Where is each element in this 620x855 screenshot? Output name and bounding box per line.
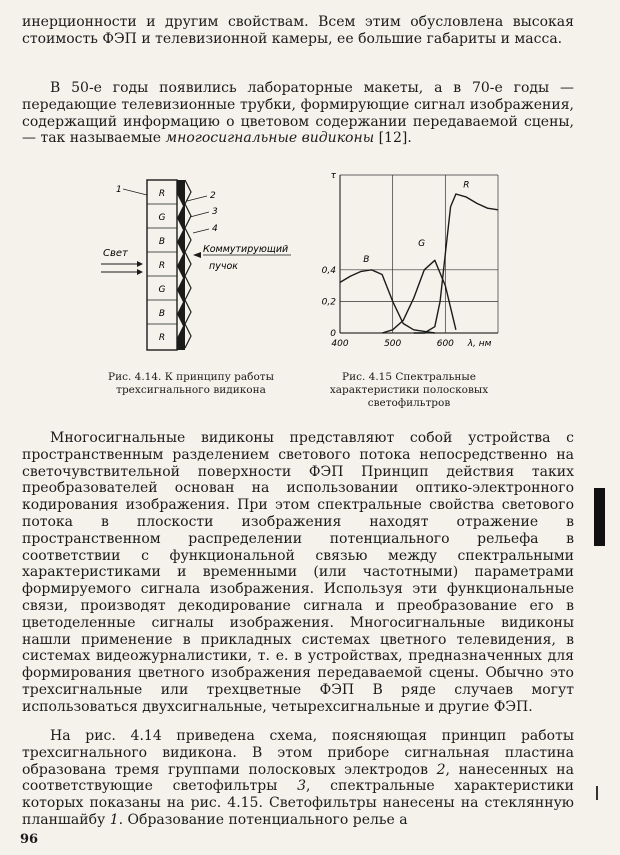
series-g-curve [382, 260, 456, 333]
figure-4-14-diagram [95, 175, 310, 360]
light-arrowhead [137, 261, 143, 267]
light-label: Свет [103, 248, 128, 259]
paragraph-1: инерционности и другим свойствам. Всем этим обусловлена высокая стоимость ФЭП и телевизионной камеры, ее большие габариты и масса. [22, 14, 574, 47]
paragraph-4 [22, 728, 574, 829]
x-tick-label: 600 [436, 339, 454, 349]
y-tick-label: 0,2 [321, 297, 336, 308]
paragraph-4-text-b: , нанесенных на соответствующие светофильтры [22, 761, 574, 795]
paragraph-4-text-c: , спектральные характеристики которых показаны на рис. 4.15. Светофильтры нанесены на стеклянную планшайбу [22, 778, 574, 828]
page-number: 96 [20, 832, 39, 847]
paragraph-4-text-d: . Образование потенциального релье а [118, 811, 408, 828]
series-b-label: B [363, 254, 370, 265]
electrode-zigzag [185, 180, 191, 348]
callout-line-2 [187, 196, 207, 201]
light-arrowhead [137, 269, 143, 275]
paragraph-2-ref: [12]. [374, 130, 412, 147]
series-r-label: R [463, 180, 470, 191]
paragraph-4-ref-2: 2 [436, 761, 446, 778]
callout-line-4 [193, 229, 209, 233]
filter-letter-r: R [158, 189, 166, 199]
paragraph-3: Многосигнальные видиконы представляют собой устройства с пространственным разделением светового потока непосредственно на светочувствительной поверхности ФЭП Принцип действия таких преобразователей основан на использовании оптико-электронного кодирования изображения. При этом спектральные свойства светового потока в плоскости изображения находят отражение в пространственном распределении потенциального рельефа в соответствии с функциональной связью между спектральными характеристиками и временными (или частотными) параметрами формируемого сигнала изображения. Используя эти функциональные связи, производят декодирование сигнала и преобразование его в цветоделенные сигналы изображения. Многосигнальные видиконы нашли применение в прикладных системах цветного телевидения, в системах видеожурналистики, т. е. в устройствах, предназначенных для формирования цветного изображения передаваемой сцены. Обычно это трехсигнальные или трехцветные ФЭП В ряде случаев могут использоваться двухсигнальные, четырехсигнальные и другие ФЭП. [22, 430, 574, 715]
y-tick-label: 0 [330, 329, 336, 339]
paragraph-4-ref-1: 1 [109, 811, 119, 828]
paragraph-2-term: многосигнальные видиконы [165, 130, 375, 147]
figure-4-15-caption: Рис. 4.15 Спектральные характеристики полосковых светофильтров [329, 371, 489, 409]
paragraph-4-text-a: На рис. 4.14 приведена схема, поясняющая принцип работы трехсигнального видикона. В этом приборе сигнальная пластина образована тремя группами полосковых электродов [22, 728, 574, 778]
beam-arrowhead [193, 252, 201, 258]
paragraph-4-ref-3: 3 [297, 778, 307, 795]
figure-4-15-chart [318, 165, 518, 353]
stripe-electrodes [177, 180, 185, 350]
beam-label-line-1: Коммутирующий [203, 244, 289, 255]
callout-3: 3 [212, 207, 218, 217]
scan-edge-mark [594, 488, 605, 546]
callout-line-1 [123, 189, 147, 195]
filter-letter-b: B [158, 309, 166, 319]
x-tick-label: 400 [331, 339, 349, 349]
filter-letter-g: G [158, 213, 166, 223]
scan-edge-tick [596, 786, 598, 800]
paragraph-2 [22, 80, 574, 147]
callout-4: 4 [212, 224, 218, 234]
callout-2: 2 [210, 191, 216, 201]
beam-label-line-2: пучок [209, 261, 238, 272]
x-axis-label: λ, нм [467, 339, 492, 349]
y-tick-label: 0,4 [321, 265, 336, 276]
filter-letter-b: B [158, 237, 166, 247]
figure-4-14-caption: Рис. 4.14. К принципу работы трехсигнального видикона [108, 371, 274, 396]
filter-letter-g: G [158, 285, 166, 295]
y-tick-label: τ [330, 171, 336, 181]
filter-letter-r: R [158, 333, 166, 343]
x-tick-label: 500 [384, 339, 402, 349]
series-g-label: G [418, 239, 426, 250]
series-r-curve [414, 194, 498, 333]
callout-line-3 [190, 212, 209, 217]
callout-1: 1 [116, 185, 122, 195]
paragraph-2-text: В 50-е годы появились лабораторные макеты, а в 70-е годы — передающие телевизионные трубки, формирующие сигнал изображения, содержащий информацию о цветовом содержании передаваемой сцены, — так называемые [22, 80, 574, 147]
filter-letter-r: R [158, 261, 166, 271]
